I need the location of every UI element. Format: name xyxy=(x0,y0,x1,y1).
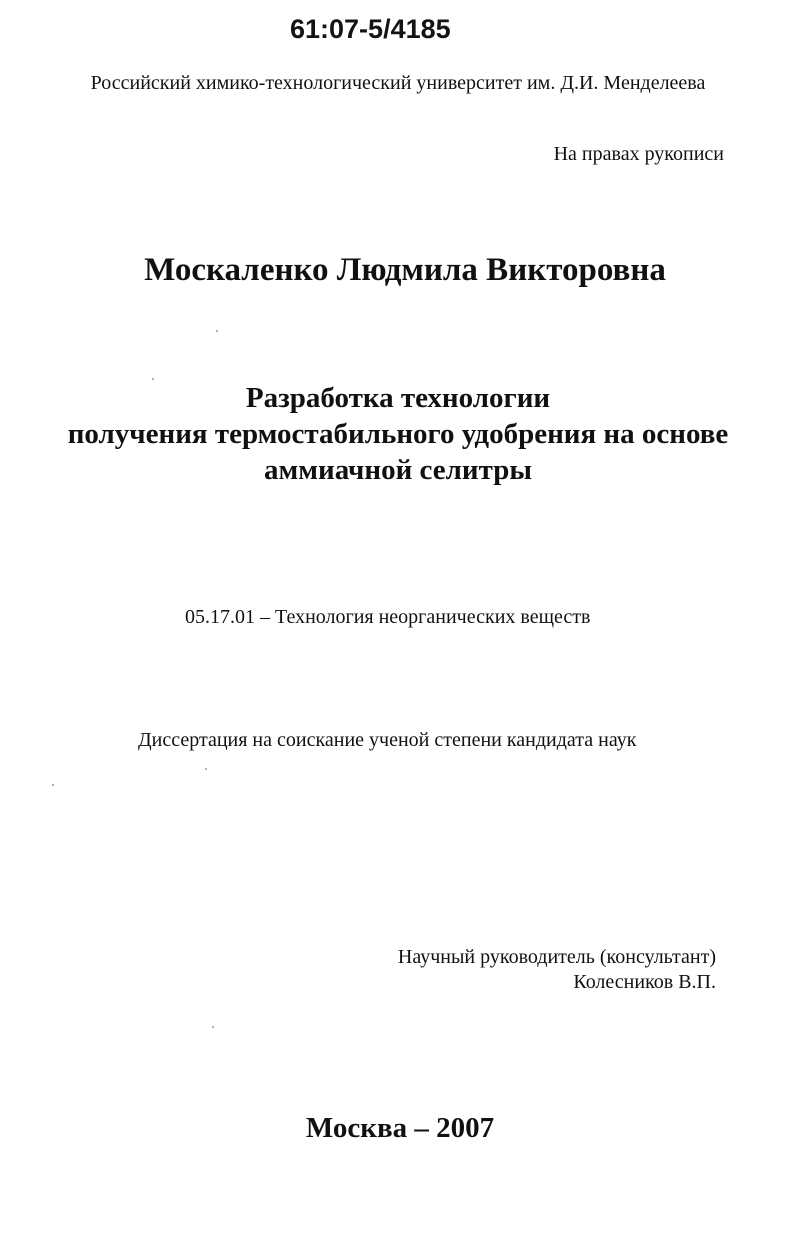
title-line: получения термостабильного удобрения на основе xyxy=(67,418,729,450)
degree-statement: Диссертация на соискание ученой степени кандидата наук xyxy=(138,729,637,751)
scan-speck xyxy=(205,768,207,770)
scan-speck xyxy=(152,378,154,380)
dissertation-title xyxy=(0,380,796,488)
title-line: аммиачной селитры xyxy=(263,454,533,486)
rights-note: На правах рукописи xyxy=(553,143,724,165)
catalog-number: 61:07-5/4185 xyxy=(290,14,451,44)
university-name: Российский химико-технологический университет им. Д.И. Менделеева xyxy=(90,72,706,94)
supervisor-block xyxy=(398,945,716,995)
title-line: Разработка технологии xyxy=(245,382,551,414)
supervisor-role: Научный руководитель (консультант) xyxy=(397,946,716,968)
scan-speck xyxy=(52,784,54,786)
scan-speck xyxy=(212,1026,214,1028)
supervisor-name: Колесников В.П. xyxy=(573,971,716,993)
specialty-code: 05.17.01 – Технология неорганических веществ xyxy=(185,606,591,628)
author-name: Москаленко Людмила Викторовна xyxy=(144,252,666,288)
scan-speck xyxy=(216,330,218,332)
city-year: Москва – 2007 xyxy=(305,1112,495,1144)
